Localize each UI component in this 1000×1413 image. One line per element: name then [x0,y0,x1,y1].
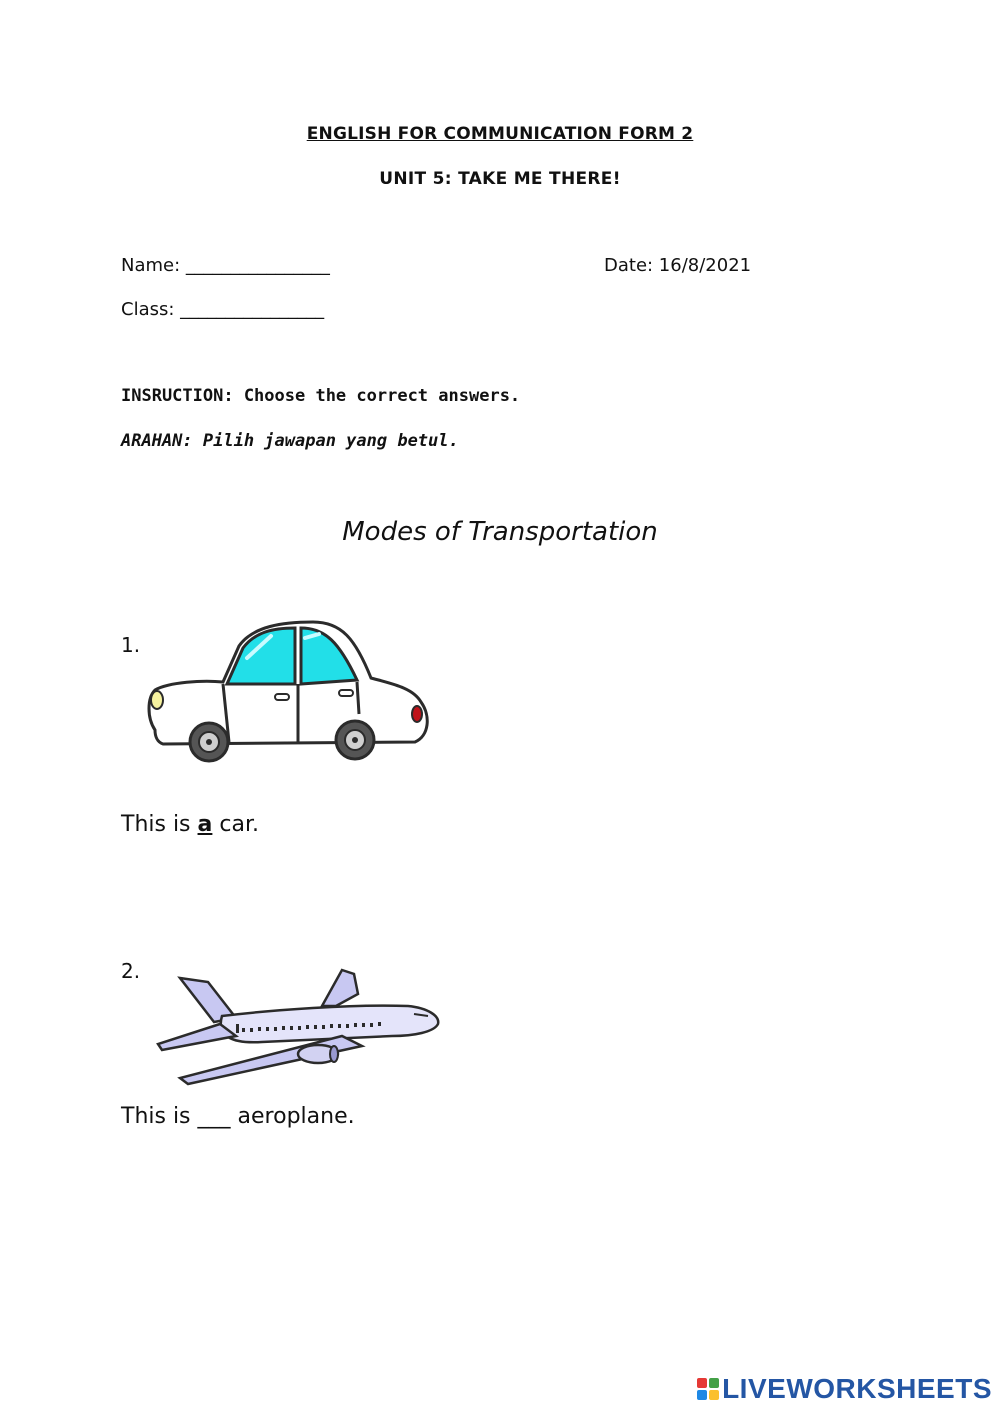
worksheet-title: ENGLISH FOR COMMUNICATION FORM 2 [306,124,694,144]
logo-squares-icon [697,1378,719,1400]
car-illustration [143,618,435,766]
logo-text: LIVEWORKSHEETS [722,1373,992,1404]
name-field: Name: ________________ [121,255,330,276]
question-sentence-1 [121,812,259,837]
question-number-2: 2. [121,959,141,983]
instruction-english: INSRUCTION: Choose the correct answers. [121,386,521,406]
logo-square [709,1390,719,1400]
question-number-1: 1. [121,633,141,657]
logo-square [697,1378,707,1388]
sentence-start: This is [121,812,198,837]
section-heading: Modes of Transportation [342,517,658,547]
question-sentence-2 [121,1104,355,1129]
liveworksheets-logo[interactable] [697,1371,992,1407]
sentence-end: aeroplane. [230,1104,355,1129]
date-field: Date: 16/8/2021 [604,255,752,276]
answer-blank-2[interactable]: ___ [197,1104,231,1129]
answer-blank-1[interactable]: a [197,812,213,837]
class-field: Class: ________________ [121,299,325,320]
aeroplane-illustration [152,966,442,1088]
sentence-end: car. [212,812,259,837]
logo-square [709,1378,719,1388]
sentence-start: This is [121,1104,198,1129]
logo-square [697,1390,707,1400]
unit-title: UNIT 5: TAKE ME THERE! [379,169,621,189]
instruction-malay: ARAHAN: Pilih jawapan yang betul. [121,431,459,451]
